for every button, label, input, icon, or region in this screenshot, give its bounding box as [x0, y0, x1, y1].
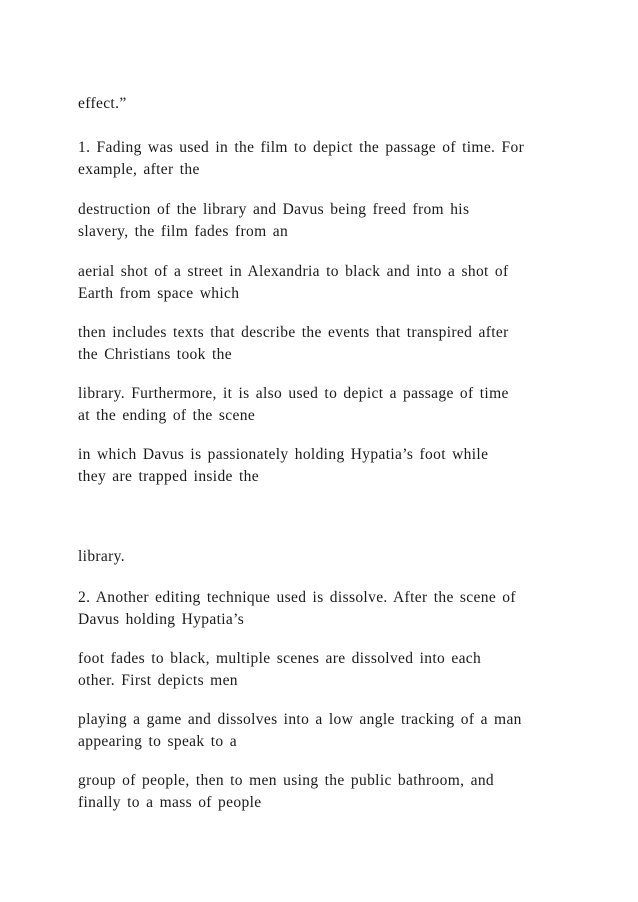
text-line: library. — [78, 548, 125, 565]
text-line: effect.” — [78, 95, 127, 112]
paragraph-library-end — [78, 546, 578, 568]
paragraph-aerial-shot — [78, 261, 578, 305]
text-line: example, after the — [78, 161, 200, 178]
text-line: Earth from space which — [78, 285, 240, 302]
paragraph-library-destruction — [78, 199, 578, 243]
text-line: playing a game and dissolves into a low angle tracking of a man — [78, 711, 522, 728]
text-line: destruction of the library and Davus being freed from his — [78, 201, 470, 218]
text-line: Davus holding Hypatia’s — [78, 611, 245, 628]
paragraph-group-of-people — [78, 770, 578, 814]
paragraph-fading-intro — [78, 137, 578, 181]
text-line: 2. Another editing technique used is dissolve. After the scene of — [78, 589, 516, 606]
text-line: finally to a mass of people — [78, 794, 262, 811]
text-line: group of people, then to men using the public bathroom, and — [78, 772, 495, 789]
paragraph-dissolve-intro — [78, 587, 578, 631]
text-line: at the ending of the scene — [78, 407, 256, 424]
text-line: other. First depicts men — [78, 672, 238, 689]
text-line: aerial shot of a street in Alexandria to black and into a shot of — [78, 263, 509, 280]
text-line: foot fades to black, multiple scenes are dissolved into each — [78, 650, 482, 667]
paragraph-passage-of-time — [78, 383, 578, 427]
paragraph-effect-quote — [78, 93, 578, 115]
text-line: appearing to speak to a — [78, 733, 237, 750]
paragraph-davus-hypatia — [78, 444, 578, 488]
paragraph-foot-fades — [78, 648, 578, 692]
text-line: the Christians took the — [78, 346, 232, 363]
text-line: they are trapped inside the — [78, 468, 259, 485]
text-line: in which Davus is passionately holding Hypatia’s foot while — [78, 446, 489, 463]
paragraph-events-texts — [78, 322, 578, 366]
paragraph-playing-game — [78, 709, 578, 753]
text-line: library. Furthermore, it is also used to depict a passage of time — [78, 385, 509, 402]
text-line: then includes texts that describe the events that transpired after — [78, 324, 509, 341]
text-line: slavery, the film fades from an — [78, 223, 289, 240]
text-line: 1. Fading was used in the film to depict the passage of time. For — [78, 139, 525, 156]
